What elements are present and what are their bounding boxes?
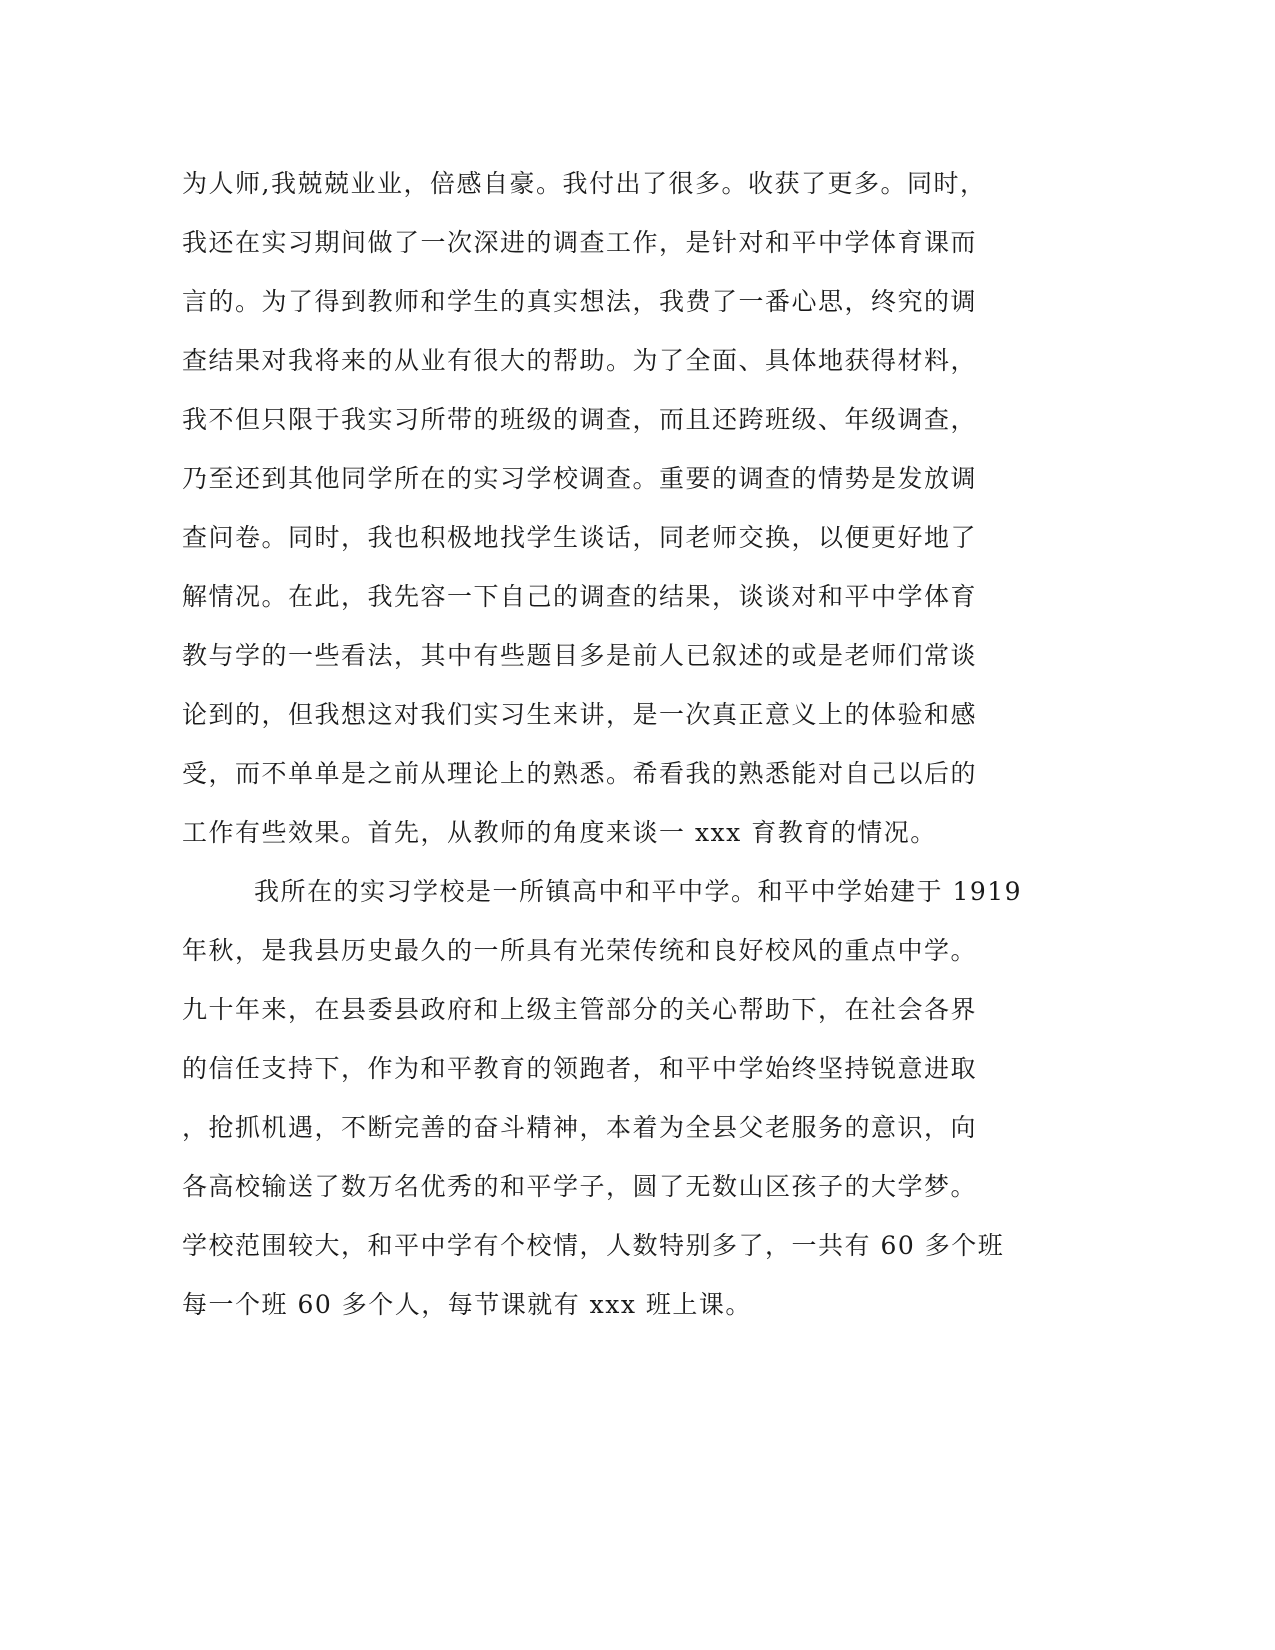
- text-line: 九十年来，在县委县政府和上级主管部分的关心帮助下，在社会各界: [182, 995, 978, 1024]
- paragraph-1: [182, 162, 1062, 870]
- text-line: 乃至还到其他同学所在的实习学校调查。重要的调查的情势是发放调: [182, 464, 978, 493]
- text-line: 每一个班 60 多个人，每节课就有 xxx 班上课。: [182, 1290, 752, 1319]
- text-line: 论到的，但我想这对我们实习生来讲，是一次真正意义上的体验和感: [182, 700, 978, 729]
- text-line: 我还在实习期间做了一次深进的调查工作，是针对和平中学体育课而: [182, 228, 978, 257]
- text-line: 年秋，是我县历史最久的一所具有光荣传统和良好校风的重点中学。: [182, 936, 978, 965]
- text-line: 的信任支持下，作为和平教育的领跑者，和平中学始终坚持锐意进取: [182, 1054, 978, 1083]
- text-line: 各高校输送了数万名优秀的和平学子，圆了无数山区孩子的大学梦。: [182, 1172, 978, 1201]
- text-line: ，抢抓机遇，不断完善的奋斗精神，本着为全县父老服务的意识，向: [182, 1113, 978, 1142]
- text-line: 我不但只限于我实习所带的班级的调查，而且还跨班级、年级调查，: [182, 405, 978, 434]
- text-line: 学校范围较大，和平中学有个校情，人数特别多了，一共有 60 多个班: [182, 1231, 1005, 1260]
- paragraph-2: [182, 870, 1062, 1342]
- text-line-indented: 我所在的实习学校是一所镇高中和平中学。和平中学始建于 1919: [254, 877, 1023, 906]
- text-line: 为人师,我兢兢业业，倍感自豪。我付出了很多。收获了更多。同时，: [182, 169, 987, 198]
- body-text: [182, 162, 1062, 1342]
- text-line: 受，而不单单是之前从理论上的熟悉。希看我的熟悉能对自己以后的: [182, 759, 978, 788]
- text-line: 教与学的一些看法，其中有些题目多是前人已叙述的或是老师们常谈: [182, 641, 978, 670]
- text-line: 查问卷。同时，我也积极地找学生谈话，同老师交换，以便更好地了: [182, 523, 978, 552]
- text-line: 言的。为了得到教师和学生的真实想法，我费了一番心思，终究的调: [182, 287, 978, 316]
- text-line: 查结果对我将来的从业有很大的帮助。为了全面、具体地获得材料，: [182, 346, 978, 375]
- text-line: 解情况。在此，我先容一下自己的调查的结果，谈谈对和平中学体育: [182, 582, 978, 611]
- text-line: 工作有些效果。首先，从教师的角度来谈一 xxx 育教育的情况。: [182, 818, 937, 847]
